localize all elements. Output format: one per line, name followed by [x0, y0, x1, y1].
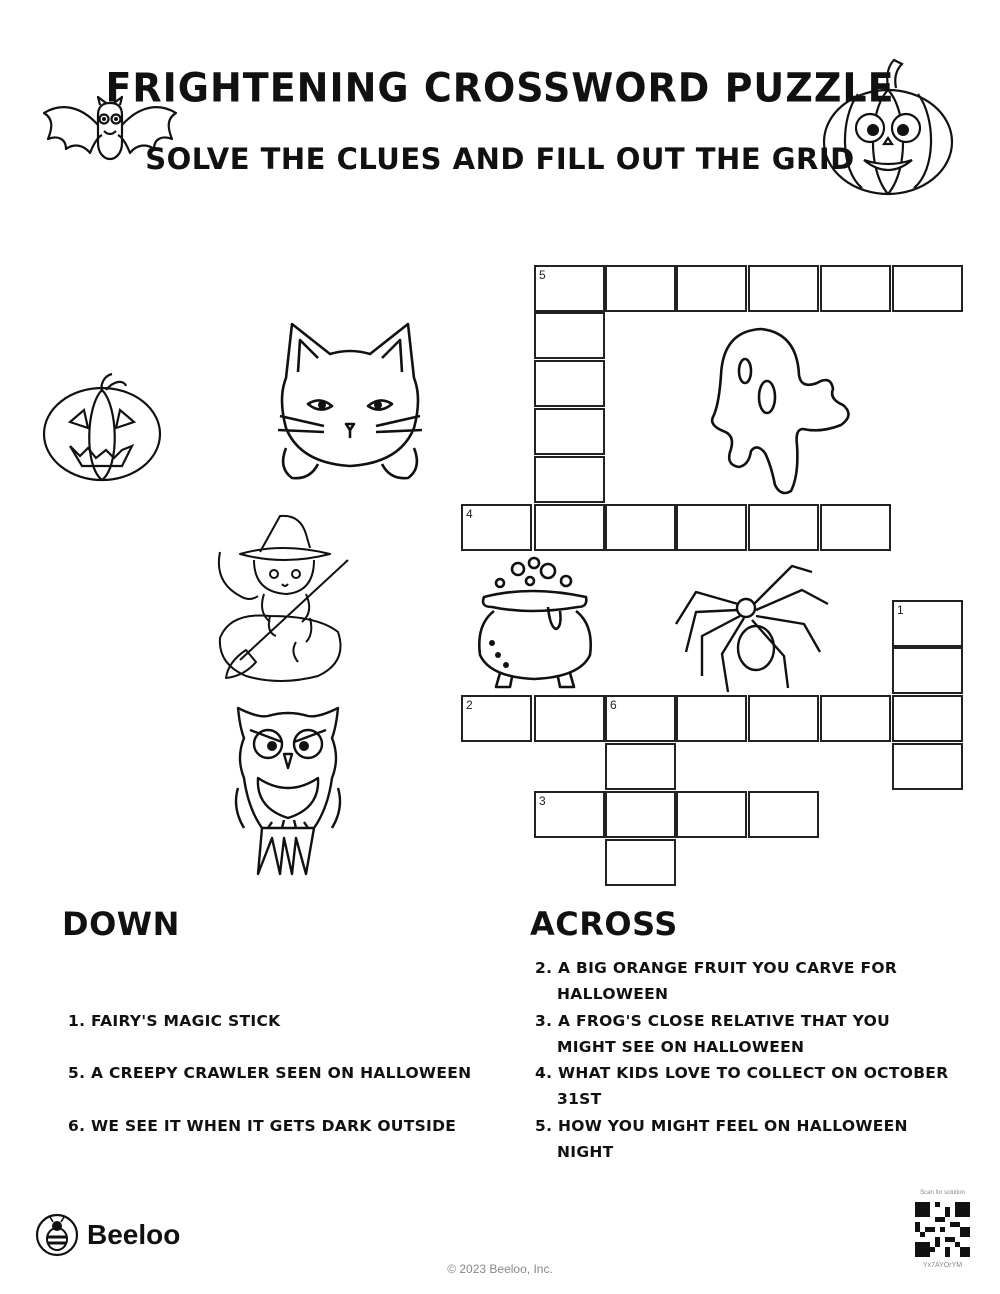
grid-cell[interactable] [748, 504, 819, 551]
owl-icon [228, 698, 348, 878]
cauldron-icon [470, 555, 600, 690]
grid-cell[interactable] [892, 695, 963, 742]
qr-code-icon[interactable] [915, 1202, 970, 1257]
pumpkin-icon [818, 58, 958, 198]
grid-cell[interactable] [748, 791, 819, 838]
clue-line: NIGHT [557, 1143, 614, 1161]
pumpkin-icon [40, 370, 165, 485]
ghost-icon [705, 325, 860, 500]
bee-logo-icon [35, 1213, 79, 1257]
page-subtitle: SOLVE THE CLUES AND FILL OUT THE GRID [145, 142, 855, 176]
grid-cell[interactable] [676, 791, 747, 838]
grid-cell[interactable] [892, 600, 963, 647]
grid-cell[interactable] [605, 791, 676, 838]
across-clue [535, 1008, 890, 1060]
clue-line: 31ST [557, 1090, 602, 1108]
across-clue [535, 1113, 908, 1165]
grid-cell[interactable] [676, 265, 747, 312]
cat-icon [270, 318, 430, 493]
witch-cat-icon [210, 512, 360, 687]
grid-cell[interactable] [534, 360, 605, 407]
grid-cell[interactable] [892, 647, 963, 694]
clue-line: 3. A FROG'S CLOSE RELATIVE THAT YOU [535, 1012, 890, 1030]
clue-number: 2 [466, 698, 473, 712]
grid-cell[interactable] [676, 504, 747, 551]
qr-code-label: Yx7AYOrYM [922, 1262, 963, 1269]
grid-cell[interactable] [534, 791, 605, 838]
copyright: © 2023 Beeloo, Inc. [447, 1262, 553, 1276]
grid-cell[interactable] [605, 743, 676, 790]
clue-number: 5 [539, 268, 546, 282]
grid-cell[interactable] [534, 504, 605, 551]
clue-line: 5. HOW YOU MIGHT FEEL ON HALLOWEEN [535, 1117, 908, 1135]
grid-cell[interactable] [892, 265, 963, 312]
clue-number: 6 [610, 698, 617, 712]
grid-cell[interactable] [534, 695, 605, 742]
across-clue [535, 1060, 948, 1112]
grid-cell[interactable] [605, 504, 676, 551]
grid-cell[interactable] [748, 695, 819, 742]
grid-cell[interactable] [534, 265, 605, 312]
grid-cell[interactable] [820, 695, 891, 742]
clue-number: 3 [539, 794, 546, 808]
qr-caption: Scan for solution [920, 1190, 965, 1196]
down-clue: 5. A CREEPY CRAWLER SEEN ON HALLOWEEN [68, 1064, 472, 1082]
spider-icon [672, 560, 832, 695]
grid-cell[interactable] [534, 456, 605, 503]
grid-cell[interactable] [748, 265, 819, 312]
brand-name: Beeloo [87, 1219, 181, 1250]
across-heading: ACROSS [530, 905, 678, 943]
grid-cell[interactable] [605, 839, 676, 886]
clue-line: MIGHT SEE ON HALLOWEEN [557, 1038, 805, 1056]
across-clue [535, 955, 897, 1007]
clue-line: 4. WHAT KIDS LOVE TO COLLECT ON OCTOBER [535, 1064, 949, 1082]
clue-line: 2. A BIG ORANGE FRUIT YOU CARVE FOR [535, 959, 898, 977]
grid-cell[interactable] [676, 695, 747, 742]
clue-line: HALLOWEEN [557, 985, 669, 1003]
bat-icon [40, 95, 180, 165]
down-clue: 6. WE SEE IT WHEN IT GETS DARK OUTSIDE [68, 1117, 457, 1135]
grid-cell[interactable] [534, 312, 605, 359]
grid-cell[interactable] [605, 695, 676, 742]
brand-logo [35, 1213, 180, 1257]
grid-cell[interactable] [461, 695, 532, 742]
down-heading: DOWN [62, 905, 180, 943]
grid-cell[interactable] [820, 265, 891, 312]
grid-cell[interactable] [605, 265, 676, 312]
down-clue: 1. FAIRY'S MAGIC STICK [68, 1012, 281, 1030]
clue-number: 4 [466, 507, 473, 521]
grid-cell[interactable] [820, 504, 891, 551]
page-title: FRIGHTENING CROSSWORD PUZZLE [105, 64, 895, 112]
clue-number: 1 [897, 603, 904, 617]
grid-cell[interactable] [534, 408, 605, 455]
grid-cell[interactable] [461, 504, 532, 551]
grid-cell[interactable] [892, 743, 963, 790]
